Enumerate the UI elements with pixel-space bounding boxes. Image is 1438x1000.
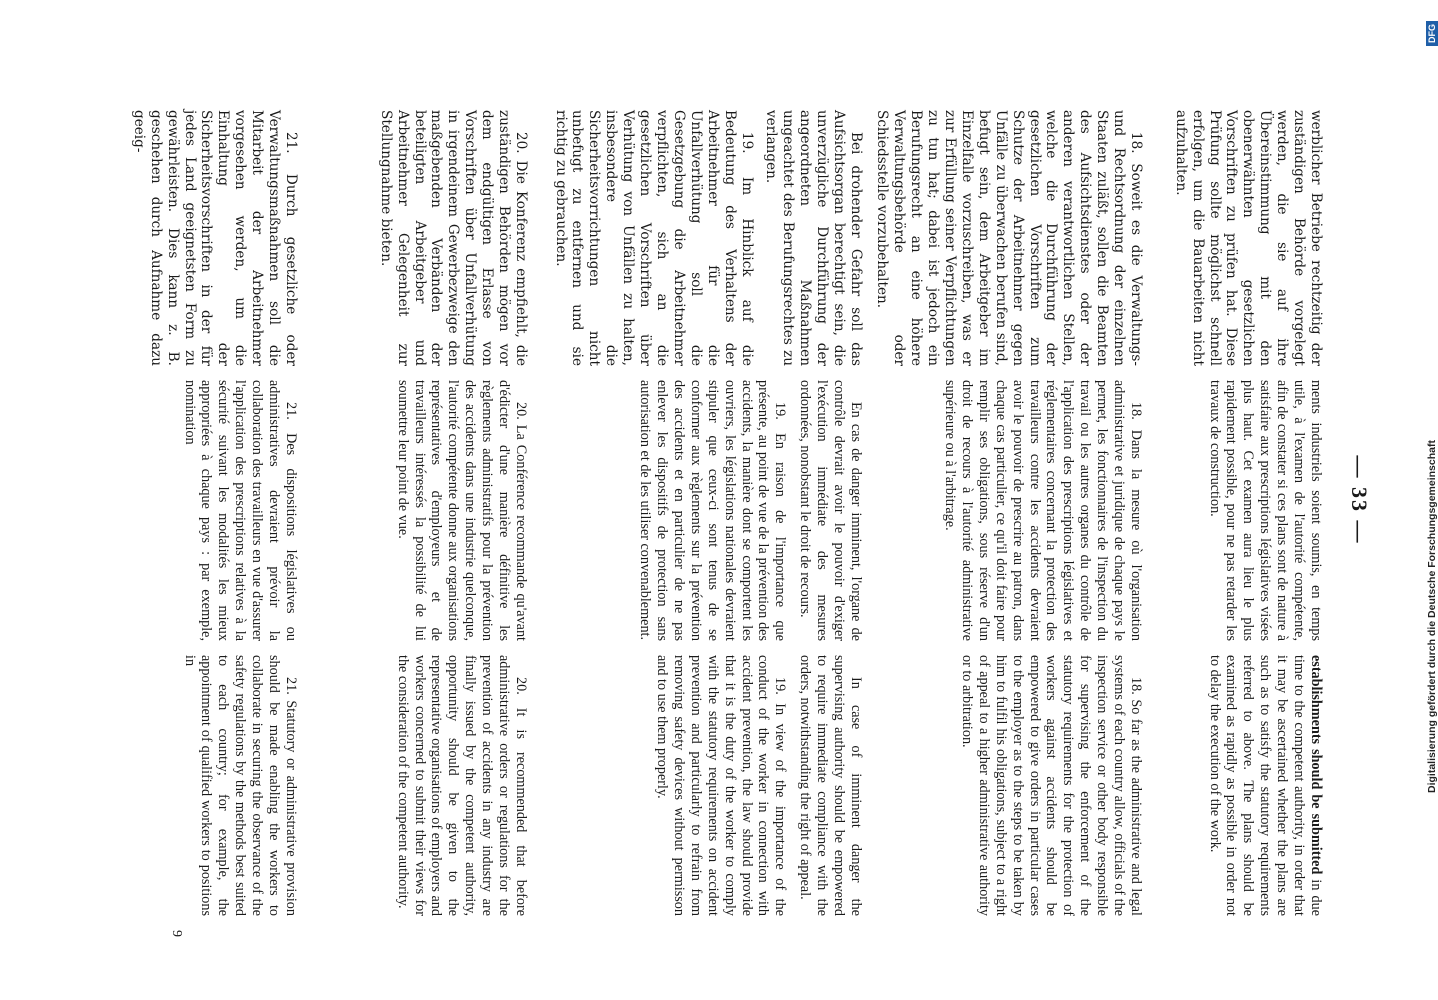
english-column bbox=[552, 655, 864, 930]
english-text: 18. So far as the administrative and legal systems of each country allow, officials of the inspection service or other body responsible for supervising the enforcement of the statutory requirements for the protection of workers against accidents should be empowered to give orders in particular cases to the employer as to the steps to be taken by him to fulfil his obligations, subject to a right of appeal to a higher administrative authority or to arbitration. bbox=[958, 655, 1144, 916]
english-text: 21. Statutory or administrative provision should be made enabling the workers to collaborate in securing the observance of the safety regulations by the methods best suited to each country; for example, the appointment of qualified workers to positions in bbox=[181, 655, 299, 916]
german-column bbox=[377, 110, 529, 380]
german-column bbox=[130, 110, 299, 380]
french-column bbox=[874, 380, 1145, 655]
english-column bbox=[130, 655, 299, 930]
english-text: In case of imminent danger the supervising authority should be empowered to require immediate compliance with the orders, notwithstanding the right of appeal. bbox=[797, 655, 864, 916]
paragraph-row-18 bbox=[874, 110, 1145, 930]
paragraph-row-17 bbox=[1172, 110, 1324, 930]
english-column bbox=[874, 655, 1145, 930]
french-text: 18. Dans la mesure où l'organisation administrative et juridique de chaque pays le permet, les fonctionnaires de l'inspection du travail ou les autres organes du contrôle de l'application des prescriptions législatives et réglementaires concernant la protection des travailleurs contre les accidents devraient avoir le pouvoir de prescrire au patron, dans chaque cas particulier, ce qu'il doit faire pour remplir ses obligations, sous réserve d'un droit de recours à l'autorité administrative supérieure ou à l'arbitrage. bbox=[942, 380, 1144, 641]
german-text: Bei drohender Gefahr soll das Aufsichtsorgan berechtigt sein, die unverzügliche Durchführung der angeordneten Maßnahmen ungeachtet des Berufungsrechtes zu verlangen. bbox=[763, 110, 864, 366]
german-text: 21. Durch gesetzliche oder Verwaltungsmaßnahmen soll die Mitarbeit der Arbeitnehmer vorgesehen werden, um die Einhaltung der Sicherheitsvorschriften in der für jedes Land geeignetsten Form zu gewährleisten. Dies kann z. B. geschehen durch Aufnahme dazu geeig- bbox=[130, 110, 299, 366]
french-column bbox=[130, 380, 299, 655]
german-column bbox=[552, 110, 864, 380]
german-column bbox=[1172, 110, 1324, 380]
german-text: 19. Im Hinblick auf die Bedeutung des Verhaltens der Arbeitnehmer für die Unfallverhütung soll die Gesetzgebung die Arbeitnehmer verpflichten, sich an die gesetzlichen Vorschriften über Verhütung von Unfällen zu halten, insbesondere die Sicherheitsvorrichtungen nicht unbefugt zu entfernen und sie richtig zu gebrauchen. bbox=[552, 110, 755, 366]
credit-text: Digitalisierung gefördert durch die Deutsche Forschungsgemeinschaft bbox=[1426, 440, 1438, 793]
page-number: — 33 — bbox=[1347, 455, 1372, 545]
paragraph-row-21 bbox=[130, 110, 299, 930]
english-text: 20. It is recommended that before administrative orders or regulations for the prevention of accidents in any industry are finally issued by the competent authority, opportunity should be given to the representative organisations of employers and workers concerned to submit their views for the consideration of the competent authority. bbox=[394, 655, 529, 916]
paragraph-row-20 bbox=[377, 110, 529, 930]
french-text: 20. La Conférence recommande qu'avant d'édicter d'une manière définitive les règlements administratifs pour la prévention des accidents dans une industrie quelconque, l'autorité compétente donne aux organisations représentatives d'employeurs et de travailleurs intéressés la possibilité de lui soumettre leur point de vue. bbox=[394, 380, 529, 641]
german-column bbox=[874, 110, 1145, 380]
paragraph-row-19 bbox=[552, 110, 864, 930]
english-column bbox=[377, 655, 529, 930]
english-text: 19. In view of the importance of the conduct of the worker in connection with accident prevention, the law should provide that it is the duty of the worker to comply with the statutory requirements on accident prevention and particularly to refrain from removing safety devices without permisson and to use them properly. bbox=[654, 655, 789, 916]
french-text: 19. En raison de l'importance que présente, au point de vue de la prévention des accidents, la manière dont se comportent les ouvriers, les législations nationales devraient stipuler que ceux-ci sont tenus de se conformer aux règlements sur la prévention des accidents et en particulier de ne pas enlever les dispositifs de protection sans autorisation et de les utiliser convenablement. bbox=[637, 380, 789, 641]
german-text: 18. Soweit es die Verwaltungs- und Rechtsordnung der einzelnen Staaten zuläßt, sollen die Beamten des Aufsichtsdienstes oder der anderen verantwortlichen Stellen, welche die Durchführung der gesetzlichen Vorschriften zum Schutze der Arbeitnehmer gegen Unfälle zu überwachen berufen sind, befugt sein, dem Arbeitgeber im Einzelfalle vorzuschreiben, was er zur Erfüllung seiner Verpflichtungen zu tun hat; dabei ist jedoch ein Berufungsrecht an eine höhere Verwaltungsbehörde oder Schiedsstelle vorzubehalten. bbox=[874, 110, 1144, 366]
french-text: En cas de danger imminent, l'organe de contrôle devrait avoir le pouvoir d'exiger l'exécution immédiate des mesures ordonnées, nonobstant le droit de recours. bbox=[797, 380, 864, 641]
french-column bbox=[377, 380, 529, 655]
french-column bbox=[552, 380, 864, 655]
french-text: ments industriels soient soumis, en temps utile, à l'examen de l'autorité compétente, afin de constater si ces plans sont de nature à satisfaire aux prescriptions législatives visées plus haut. Cet examen aura lieu le plus rapidement possible, pour ne pas retarder les travaux de construction. bbox=[1206, 380, 1324, 641]
german-text: werblicher Betriebe rechtzeitig der zuständigen Behörde vorgelegt werden, die sie auf ihre Übereinstimmung mit den obenerwähnten gesetzlichen Vorschriften zu prüfen hat. Diese Prüfung sollte möglichst schnell erfolgen, um die Bauarbeiten nicht aufzuhalten. bbox=[1172, 110, 1324, 366]
english-text: in due time to the competent authority, in order that it may be ascertained whether the plans are such as to satisfy the statutory requirements referred to above. The plans should be examined as rapidly as possible in order not to delay the execution of the work. bbox=[1206, 655, 1324, 916]
dfg-logo: DFG bbox=[1426, 21, 1438, 46]
french-text: 21. Des dispositions législatives ou administratives devraient prévoir la collaboration des travailleurs en vue d'assurer l'application des prescriptions relatives à la sécurité suivant les modalités les mieux appropriées à chaque pays : par exemple, nomination bbox=[181, 380, 299, 641]
digitization-credit bbox=[1408, 8, 1438, 992]
english-column bbox=[1172, 655, 1324, 930]
german-text: 20. Die Konferenz empfiehlt, die zuständigen Behörden mögen vor dem endgültigen Erlasse von Vorschriften über Unfallverhütung in irgendeinem Gewerbezweige den maßgebenden Verbänden der beteiligten Arbeitgeber und Arbeitnehmer Gelegenheit zur Stellungnahme bieten. bbox=[377, 110, 529, 366]
english-text-bold: establishments should be submitted bbox=[1308, 655, 1324, 875]
french-column bbox=[1172, 380, 1324, 655]
footer-page-number: 9 bbox=[169, 930, 184, 937]
